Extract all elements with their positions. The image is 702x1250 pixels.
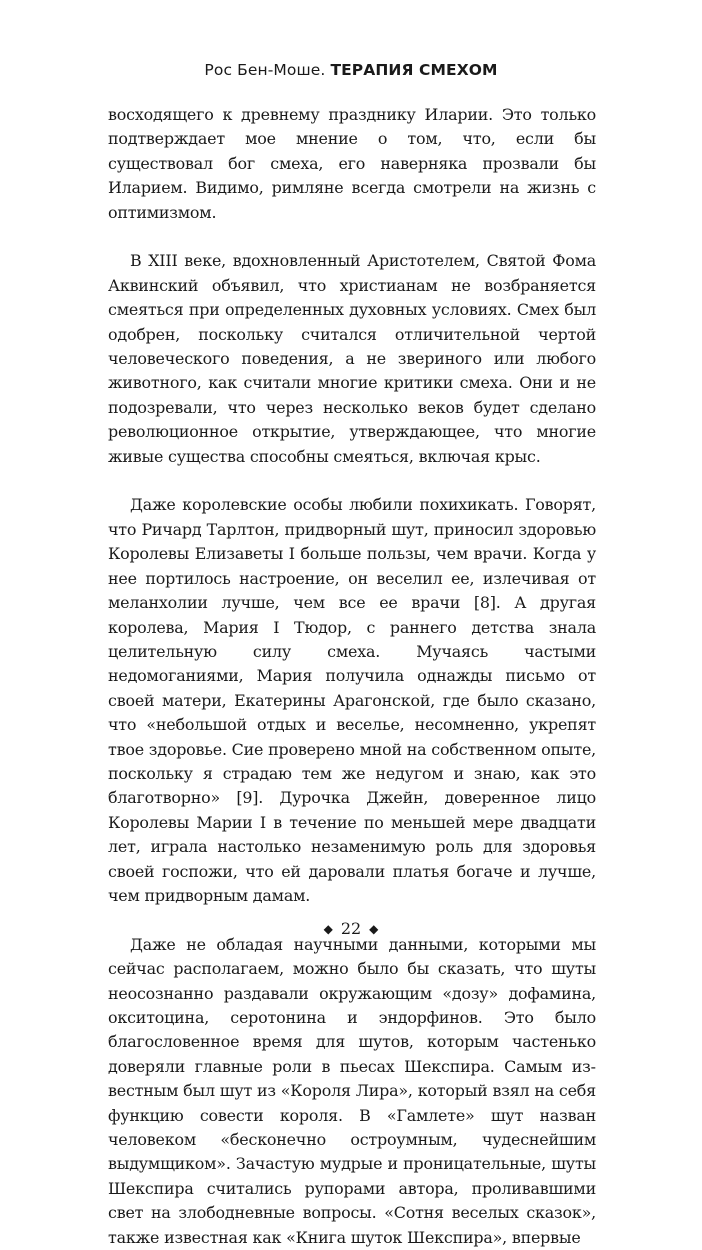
header-title: ТЕРАПИЯ СМЕХОМ xyxy=(330,61,498,79)
page-footer xyxy=(0,918,702,940)
paragraph-3: Даже королевские особы любили похихикать. Говорят, что Ричард Тарлтон, придворный шут, приносил здоровью Королевы Елизаветы I больше пользы, чем врачи. Когда у нее портилось настроение, он веселил ее, излечивая от меланхолии лучше, чем все ее врачи [8]. А другая королева, Мария I Тюдор, с раннего детства знала целительную силу смеха. Мучаясь частыми недомоганиями, Мария получила однажды письмо от своей матери, Екатерины Арагонской, где было сказано, что «небольшой отдых и веселье, несомненно, укрепят твое здоровье. Сие проверено мной на собственном опыте, поскольку я страдаю тем же недугом и знаю, как это благотворно» [9]. Дурочка Джейн, доверенное лицо Королевы Марии I в течение по меньшей мере двадцати лет, играла настолько незаменимую роль для здоровья своей госпожи, что ей даровали платья богаче и лучше, чем придворным дамам. xyxy=(108,495,596,905)
page-number: 22 xyxy=(340,919,362,938)
paragraph-4: Даже не обладая научными данными, которыми мы сейчас располагаем, можно было бы сказать, что шуты неосознанно раздавали окружающим «дозу» дофамина, окситоцина, серотонина и эндорфинов. Это было благословенное время для шутов, которым частенько доверяли главные роли в пьесах Шекспира. Самым известным был шут из «Короля Лира», который взял на себя функцию совести короля. В «Гамлете» шут назван человеком «бесконечно остроумным, чудеснейшим выдумщиком». Зачастую мудрые и проницательные, шуты Шекспира считались рупорами автора, проливавшими свет на злободневные вопросы. «Сотня веселых сказок», также известная как «Книга шуток Шекспира», впервые xyxy=(108,934,596,1247)
diamond-right-icon: ◆ xyxy=(369,922,379,936)
running-header xyxy=(0,60,702,80)
page-body xyxy=(108,103,596,1250)
paragraph-2: В XIII веке, вдохновленный Аристотелем, Святой Фома Аквинский объявил, что христианам не возбраняется смеяться при определенных духовных условиях. Смех был одобрен, поскольку считался отличительной чертой человеческого поведения, а не звериного или любого животного, как считали многие критики смеха. Они и не подозревали, что через несколько веков будет сделано революционное открытие, утверждающее, что многие живые существа способны смеяться, включая крыс. xyxy=(108,251,596,466)
paragraph-1: восходящего к древнему празднику Иларии. Это только подтверждает мое мнение о том, что, если бы существовал бог смеха, его наверняка прозвали бы Иларием. Видимо, римляне всегда смотрели на жизнь с оптимизмом. xyxy=(108,105,596,222)
diamond-left-icon: ◆ xyxy=(323,922,333,936)
header-author: Рос Бен-Моше. xyxy=(204,61,326,79)
